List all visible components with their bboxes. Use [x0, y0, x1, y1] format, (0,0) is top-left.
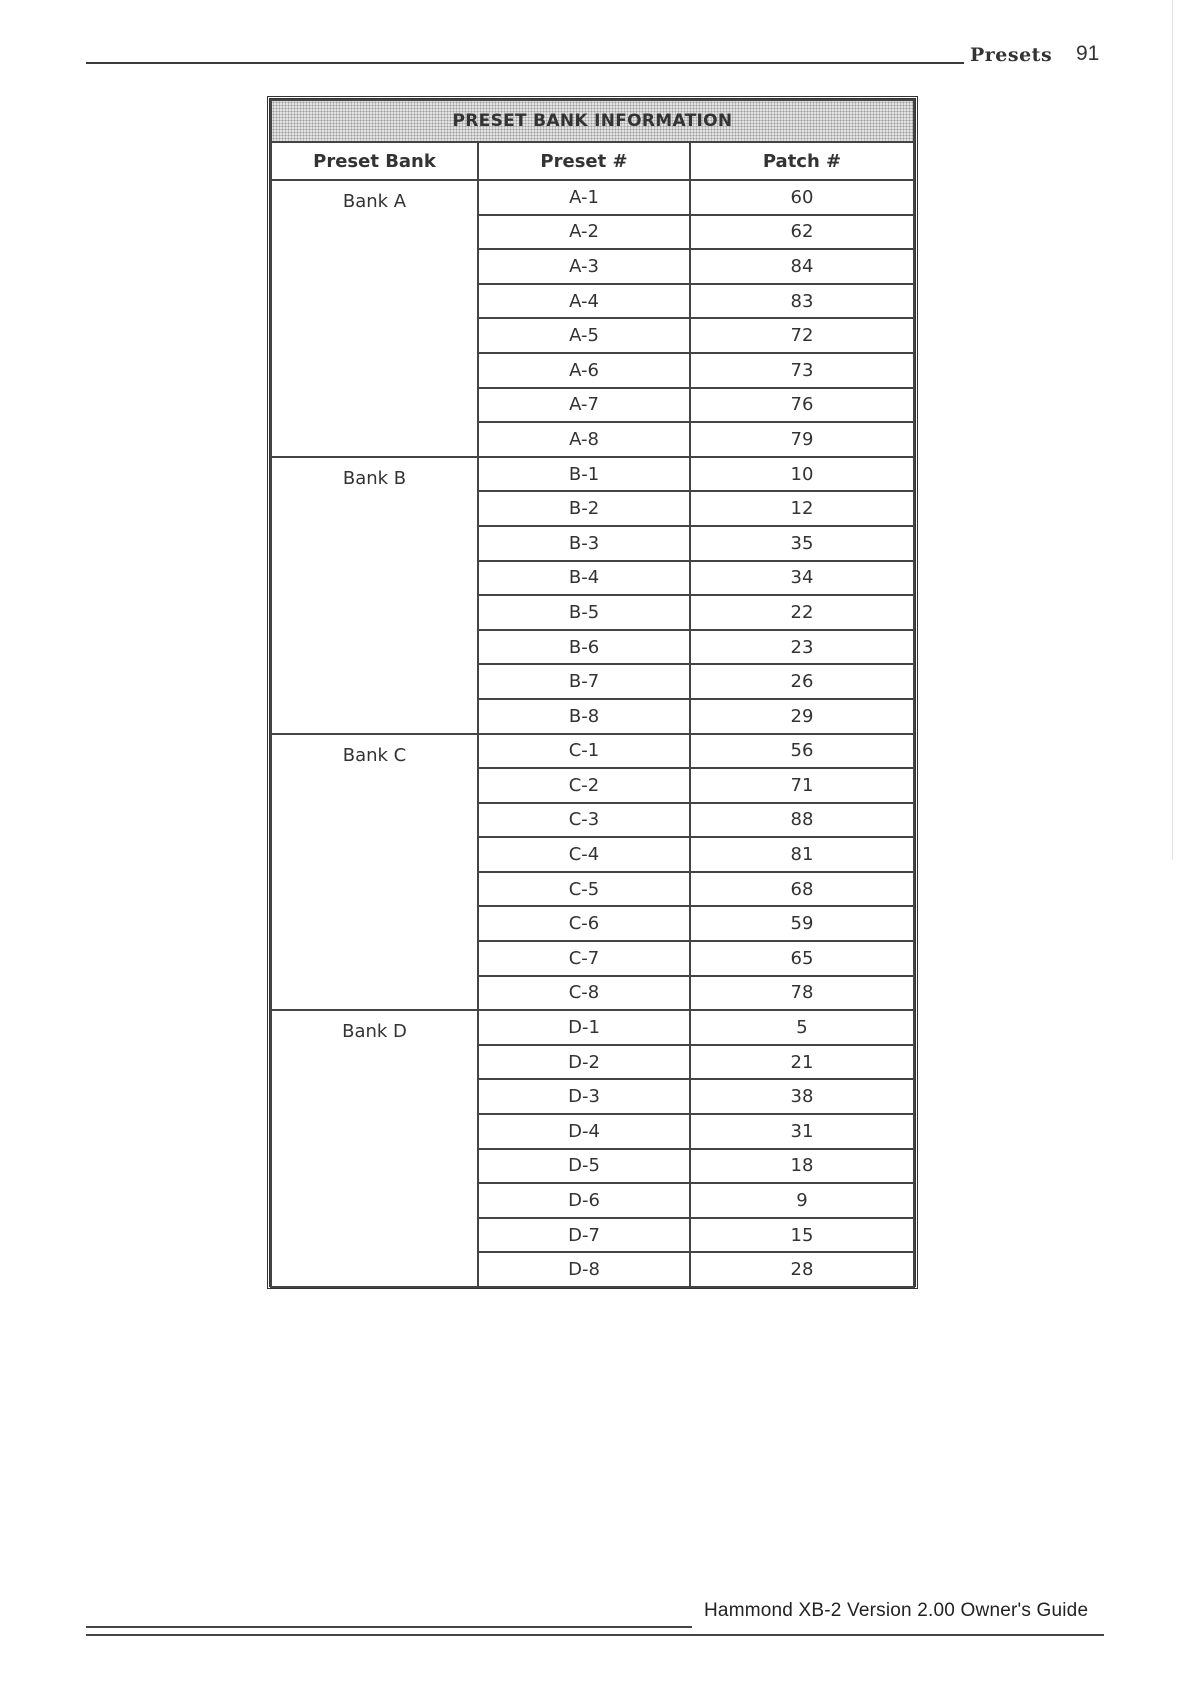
bank-name-cell: Bank D [271, 1010, 478, 1287]
preset-number-cell: A-1 [478, 180, 690, 215]
preset-number-cell: C-5 [478, 872, 690, 907]
preset-number-cell: C-2 [478, 768, 690, 803]
preset-number-cell: B-1 [478, 457, 690, 492]
preset-number-cell: C-7 [478, 941, 690, 976]
footer-guide-title: Hammond XB-2 Version 2.00 Owner's Guide [704, 1600, 1089, 1621]
preset-number-cell: D-3 [478, 1079, 690, 1114]
patch-number-cell: 78 [690, 976, 914, 1011]
preset-number-cell: A-8 [478, 422, 690, 457]
header-rule [86, 62, 964, 64]
preset-number-cell: D-6 [478, 1183, 690, 1218]
preset-number-cell: A-3 [478, 249, 690, 284]
patch-number-cell: 12 [690, 491, 914, 526]
section-title: Presets [970, 44, 1053, 66]
preset-number-cell: A-5 [478, 318, 690, 353]
patch-number-cell: 81 [690, 837, 914, 872]
page-number: 91 [1076, 42, 1100, 65]
preset-number-cell: B-8 [478, 699, 690, 734]
preset-number-cell: D-2 [478, 1045, 690, 1080]
patch-number-cell: 68 [690, 872, 914, 907]
patch-number-cell: 34 [690, 561, 914, 596]
preset-number-cell: B-2 [478, 491, 690, 526]
patch-number-cell: 76 [690, 388, 914, 423]
table-row [271, 180, 914, 215]
preset-number-cell: A-4 [478, 284, 690, 319]
patch-number-cell: 22 [690, 595, 914, 630]
preset-bank-table-frame [267, 96, 918, 1289]
patch-number-cell: 71 [690, 768, 914, 803]
preset-number-cell: B-5 [478, 595, 690, 630]
preset-number-cell: C-8 [478, 976, 690, 1011]
patch-number-cell: 31 [690, 1114, 914, 1149]
preset-number-cell: C-3 [478, 803, 690, 838]
patch-number-cell: 18 [690, 1149, 914, 1184]
patch-number-cell: 72 [690, 318, 914, 353]
patch-number-cell: 23 [690, 630, 914, 665]
column-header-patch-number: Patch # [690, 142, 914, 180]
patch-number-cell: 65 [690, 941, 914, 976]
column-header-preset-bank: Preset Bank [271, 142, 478, 180]
patch-number-cell: 9 [690, 1183, 914, 1218]
table-row [271, 1010, 914, 1045]
preset-number-cell: C-6 [478, 906, 690, 941]
patch-number-cell: 84 [690, 249, 914, 284]
preset-number-cell: D-8 [478, 1252, 690, 1287]
preset-number-cell: C-4 [478, 837, 690, 872]
table-title: PRESET BANK INFORMATION [271, 100, 914, 142]
patch-number-cell: 88 [690, 803, 914, 838]
patch-number-cell: 60 [690, 180, 914, 215]
footer-rule-top [86, 1626, 692, 1628]
preset-number-cell: C-1 [478, 734, 690, 769]
table-body [271, 180, 914, 1287]
patch-number-cell: 35 [690, 526, 914, 561]
patch-number-cell: 62 [690, 215, 914, 250]
preset-number-cell: A-7 [478, 388, 690, 423]
column-header-preset-number: Preset # [478, 142, 690, 180]
patch-number-cell: 73 [690, 353, 914, 388]
footer-rule-bottom [86, 1634, 1104, 1636]
table-row [271, 457, 914, 492]
patch-number-cell: 21 [690, 1045, 914, 1080]
preset-number-cell: D-5 [478, 1149, 690, 1184]
patch-number-cell: 38 [690, 1079, 914, 1114]
preset-number-cell: B-7 [478, 664, 690, 699]
bank-name-cell: Bank A [271, 180, 478, 457]
patch-number-cell: 5 [690, 1010, 914, 1045]
bank-name-cell: Bank C [271, 734, 478, 1011]
table-row [271, 734, 914, 769]
preset-number-cell: B-4 [478, 561, 690, 596]
patch-number-cell: 28 [690, 1252, 914, 1287]
patch-number-cell: 79 [690, 422, 914, 457]
preset-number-cell: A-6 [478, 353, 690, 388]
patch-number-cell: 83 [690, 284, 914, 319]
preset-number-cell: B-6 [478, 630, 690, 665]
patch-number-cell: 56 [690, 734, 914, 769]
patch-number-cell: 10 [690, 457, 914, 492]
patch-number-cell: 29 [690, 699, 914, 734]
preset-bank-table [270, 99, 915, 1288]
patch-number-cell: 26 [690, 664, 914, 699]
preset-number-cell: D-7 [478, 1218, 690, 1253]
preset-number-cell: A-2 [478, 215, 690, 250]
preset-number-cell: B-3 [478, 526, 690, 561]
page-edge-shadow [1172, 0, 1173, 860]
patch-number-cell: 59 [690, 906, 914, 941]
patch-number-cell: 15 [690, 1218, 914, 1253]
preset-number-cell: D-4 [478, 1114, 690, 1149]
preset-number-cell: D-1 [478, 1010, 690, 1045]
bank-name-cell: Bank B [271, 457, 478, 734]
